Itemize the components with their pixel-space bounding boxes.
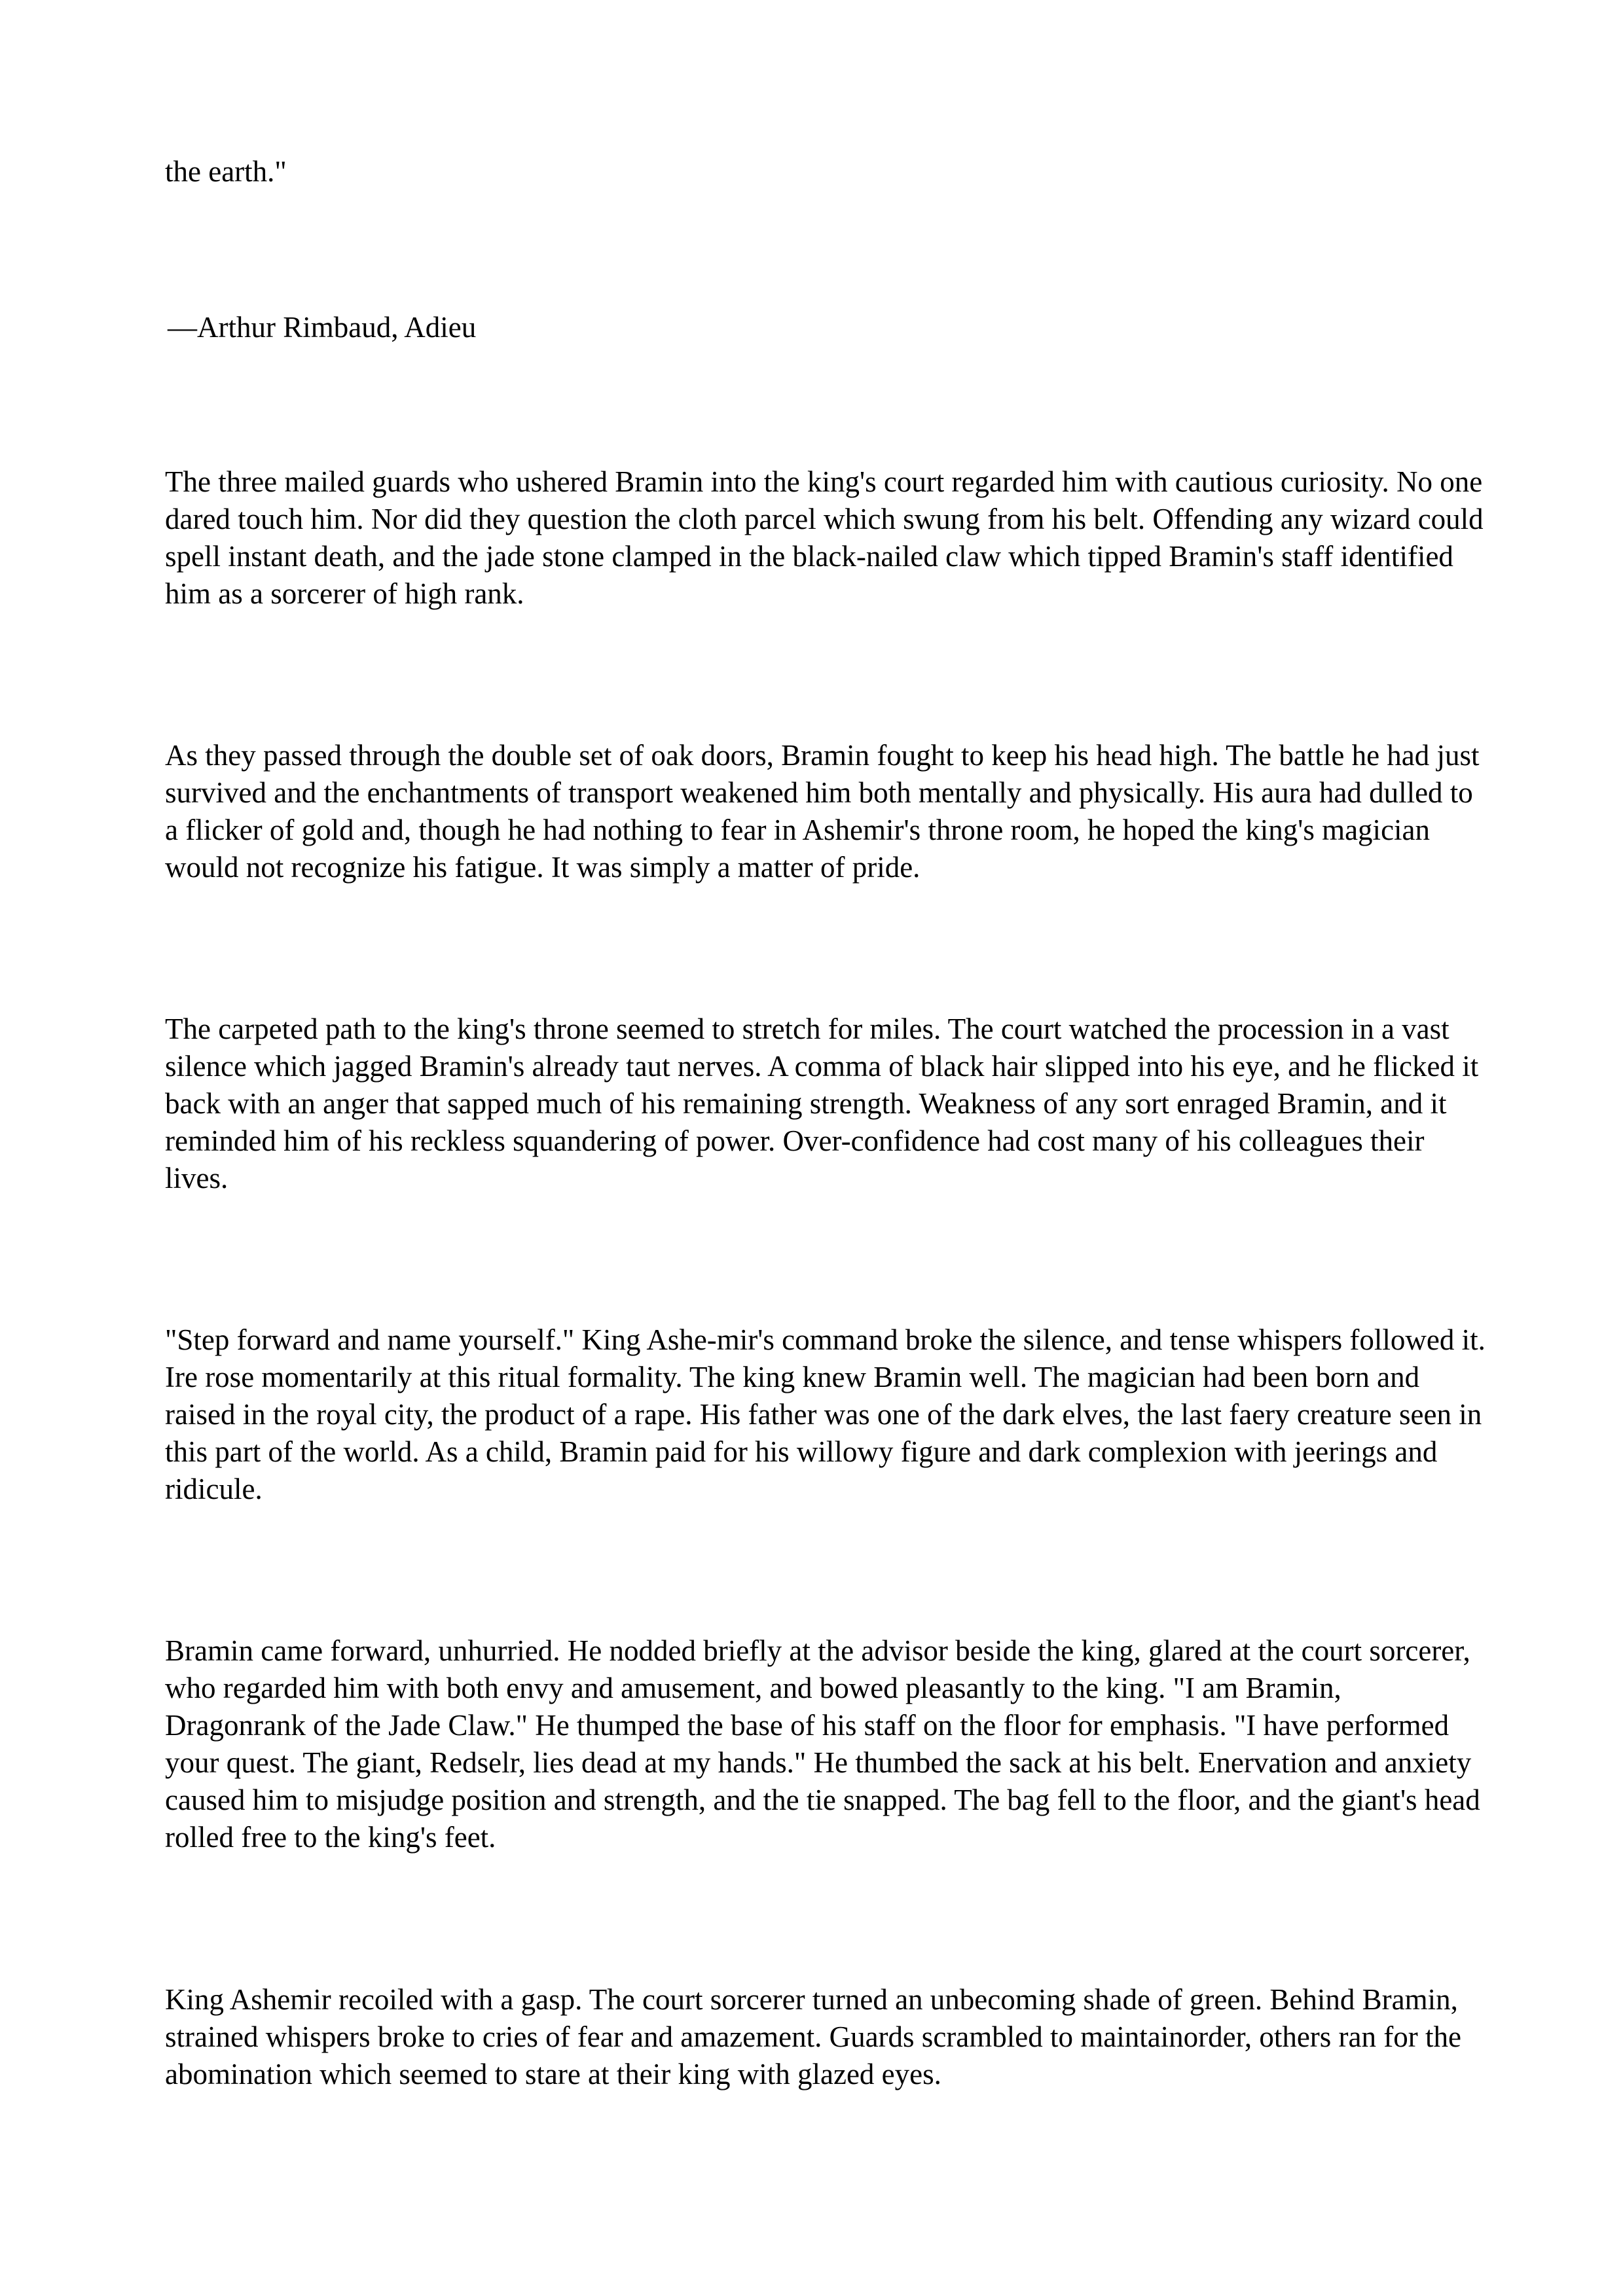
paragraph: "Step forward and name yourself." King Ashe-mir's command broke the silence, and tense whispers followed it. Ire rose momentarily at this ritual formality. The king knew Bramin well. The magician had been born and raised in the royal city, the product of a rape. His father was one of the dark elves, the last faery creature seen in this part of the world. As a child, Bramin paid for his willowy figure and dark complexion with jeerings and ridicule.: [165, 1323, 1486, 1505]
fragment-line: the earth.": [165, 155, 287, 188]
paragraph: Bramin came forward, unhurried. He nodded briefly at the advisor beside the king, glared at the court sorcerer, who regarded him with both envy and amusement, and bowed pleasantly to the king. "I am Bramin, Dragonrank of the Jade Claw." He thumped the base of his staff on the floor for emphasis. "I have performed your quest. The giant, Redselr, lies dead at my hands." He thumbed the sack at his belt. Enervation and anxiety caused him to misjudge position and strength, and the tie snapped. The bag fell to the floor, and the giant's head rolled free to the king's feet.: [165, 1634, 1480, 1854]
paragraph: The three mailed guards who ushered Bramin into the king's court regarded him with cautious curiosity. No one dared touch him. Nor did they question the cloth parcel which swung from his belt. Offending any wizard could spell instant death, and the jade stone clamped in the black-nailed claw which tipped Bramin's staff identified him as a sorcerer of high rank.: [165, 465, 1484, 610]
paragraph: The carpeted path to the king's throne seemed to stretch for miles. The court watched the procession in a vast silence which jagged Bramin's already taut nerves. A comma of black hair slipped into his eye, and he flicked it back with an anger that sapped much of his remaining strength. Weakness of any sort enraged Bramin, and it reminded him of his reckless squandering of power. Over-confidence had cost many of his colleagues their lives.: [165, 1013, 1479, 1194]
paragraph: As they passed through the double set of oak doors, Bramin fought to keep his head high. The battle he had just survived and the enchantments of transport weakened him both mentally and physically. His aura had dulled to a flicker of gold and, though he had nothing to fear in Ashemir's throne room, he hoped the king's magician would not recognize his fatigue. It was simply a matter of pride.: [165, 739, 1480, 884]
epigraph-attribution: —Arthur Rimbaud, Adieu: [168, 311, 477, 344]
paragraph: King Ashemir recoiled with a gasp. The court sorcerer turned an unbecoming shade of green. Behind Bramin, strained whispers broke to cries of fear and amazement. Guards scrambled to maintainorder, others ran for the abomination which seemed to stare at their king with glazed eyes.: [165, 1983, 1461, 2090]
